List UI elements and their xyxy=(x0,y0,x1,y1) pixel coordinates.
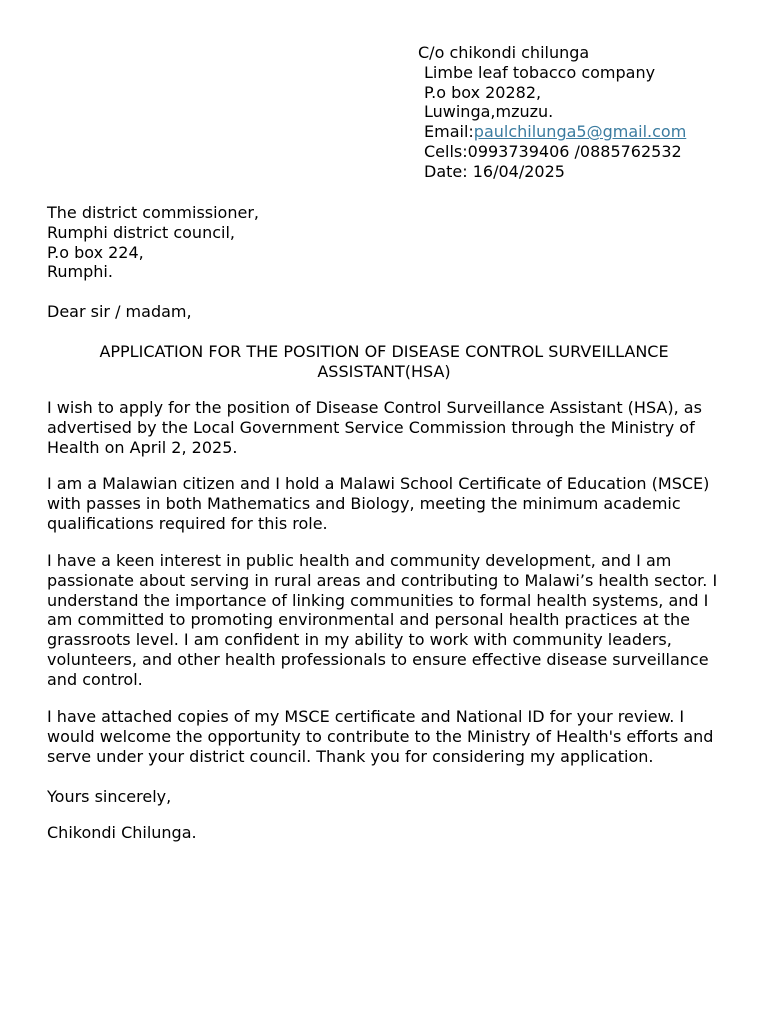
recipient-title: The district commissioner, xyxy=(47,203,259,222)
sender-location: Luwinga,mzuzu. xyxy=(424,102,554,122)
paragraph-interest: I have a keen interest in public health and community development, and I am passionate about serving in rural areas and contributing to Malawi’s health sector. I understand the importance of linking communities to formal health systems, and I am committed to promoting environmental and personal health practices at the grassroots level. I am confident in my ability to work with community leaders, volunteers, and other health professionals to ensure effective disease surveillance and control. xyxy=(47,551,718,689)
recipient-town: Rumphi. xyxy=(47,262,113,282)
email-label: Email: xyxy=(424,122,474,142)
recipient-address-block xyxy=(47,203,727,282)
sender-email-line xyxy=(418,122,758,142)
paragraph-qualifications: I am a Malawian citizen and I hold a Malawi School Certificate of Education (MSCE) with passes in both Mathematics and Biology, meeting the minimum academic qualifications required for this role. xyxy=(47,474,710,533)
recipient-office: Rumphi district council, xyxy=(47,222,235,242)
closing: Yours sincerely, xyxy=(47,787,172,806)
salutation: Dear sir / madam, xyxy=(47,302,192,321)
sender-care-of: C/o chikondi chilunga xyxy=(418,43,590,62)
letter-date: Date: 16/04/2025 xyxy=(424,161,565,181)
paragraph-attachments: I have attached copies of my MSCE certificate and National ID for your review. I would welcome the opportunity to contribute to the Ministry of Health's efforts and serve under your district council. Thank you for considering my application. xyxy=(47,707,714,766)
sender-company: Limbe leaf tobacco company xyxy=(424,62,656,82)
letter-subject: APPLICATION FOR THE POSITION OF DISEASE CONTROL SURVEILLANCE ASSISTANT(HSA) xyxy=(99,342,669,381)
paragraph-intro: I wish to apply for the position of Disease Control Surveillance Assistant (HSA), as advertised by the Local Government Service Commission through the Ministry of Health on April 2, 2025. xyxy=(47,398,702,457)
sender-po-box: P.o box 20282, xyxy=(424,82,542,102)
recipient-po-box: P.o box 224, xyxy=(47,242,144,262)
email-link[interactable]: paulchilunga5@gmail.com xyxy=(473,122,687,142)
signature-name: Chikondi Chilunga. xyxy=(47,823,197,842)
sender-address-block xyxy=(418,43,758,182)
sender-cells: Cells:0993739406 /0885762532 xyxy=(424,141,682,161)
